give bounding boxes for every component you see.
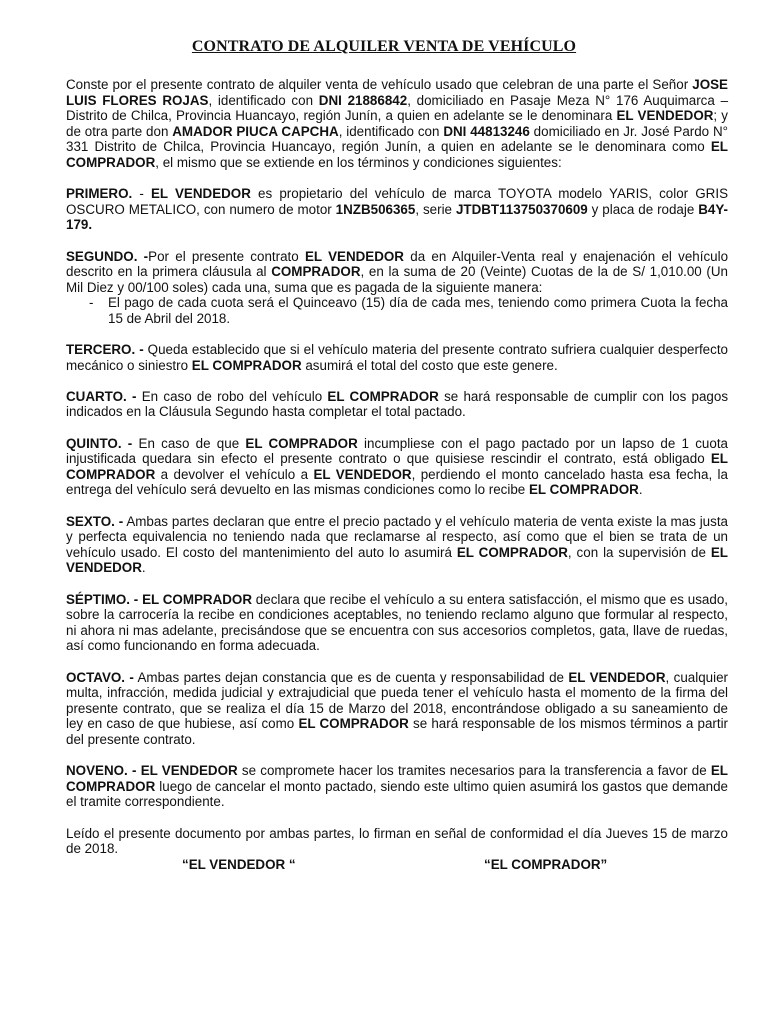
bullet-text: El pago de cada cuota será el Quinceavo (15) día de cada mes, teniendo como primera Cuota la fecha 15 de Abril del 2018. xyxy=(108,295,728,326)
seller-dni: DNI 21886842 xyxy=(318,92,408,108)
clause-text: y placa de rodaje xyxy=(587,201,699,217)
clause-text: Ambas partes dejan constancia que es de cuenta y responsabilidad de xyxy=(133,669,569,685)
closing-paragraph: Leído el presente documento por ambas partes, lo firman en señal de conformidad el día Jueves 15 de marzo de 2018. xyxy=(66,825,728,857)
seller-role: EL VENDEDOR xyxy=(616,108,714,124)
clause-text: , en la suma de 20 (Veinte) Cuotas de la de S/ 1,010.00 (Un Mil Diez y 00/100 soles) cada una, suma que es pagada de la siguiente manera: xyxy=(66,264,729,295)
clause-text: . xyxy=(141,560,146,576)
intro-text: domiciliado en Jr. José Pardo N° 331 Distrito de Chilca, Provincia Huancayo, región Junín, a quien en adelante se le denominara como xyxy=(66,123,729,155)
payment-bullet xyxy=(66,295,728,326)
bullet-dash: - xyxy=(89,295,94,311)
plate-number: B4Y-179. xyxy=(66,201,729,233)
buyer-name: AMADOR PIUCA CAPCHA xyxy=(172,123,339,139)
clause-text: - xyxy=(132,186,151,202)
clause-sexto xyxy=(66,514,728,576)
clause-text: se hará responsable de los mismos términos a partir del presente contrato. xyxy=(66,716,729,747)
intro-text: Conste por el presente contrato de alquiler venta de vehículo usado que celebran de una parte el Señor xyxy=(66,77,693,92)
buyer-dni: DNI 44813246 xyxy=(443,123,530,139)
clause-text: , cualquier multa, infracción, medida judicial y extrajudicial que pueda tener el vehículo hasta el momento de la firma del presente contrato, que se realiza el día 15 de Marzo del 2018, encontrándose obligado a su saneamiento de ley en caso de que hubiese, así como xyxy=(66,669,728,732)
bold-term: EL VENDEDOR xyxy=(568,669,666,685)
bold-term: EL VENDEDOR xyxy=(66,544,728,576)
clause-septimo xyxy=(66,592,728,654)
bold-term: EL VENDEDOR xyxy=(313,466,412,482)
clause-text: , perdiendo el monto cancelado hasta esa fecha, la entrega del vehículo será devuelto en las mismas condiciones como lo recibe xyxy=(66,466,728,498)
clause-text: a devolver el vehículo a xyxy=(155,466,314,482)
bold-term: EL VENDEDOR xyxy=(304,248,404,264)
clause-heading: NOVENO. - xyxy=(66,763,137,779)
clause-text: asumirá el total del costo que este genere. xyxy=(301,357,558,373)
clause-heading: TERCERO. - xyxy=(66,342,144,358)
bold-term: EL COMPRADOR xyxy=(191,357,302,373)
bold-term: EL VENDEDOR xyxy=(140,763,238,779)
clause-octavo xyxy=(66,670,728,748)
clause-cuarto xyxy=(66,389,728,420)
bold-term: EL COMPRADOR xyxy=(66,451,728,482)
buyer-signature-label: “EL COMPRADOR” xyxy=(484,856,608,872)
bold-term: EL COMPRADOR xyxy=(298,716,409,732)
clause-text: es propietario del vehículo de marca TOYOTA modelo YARIS, color GRIS OSCURO METALICO, con numero de motor xyxy=(66,186,728,217)
clause-text: En caso de robo del vehículo xyxy=(136,388,328,404)
clause-text: , con la supervisión de xyxy=(567,544,711,560)
clause-heading: SÉPTIMO. - xyxy=(66,591,139,607)
clause-heading: QUINTO. - xyxy=(66,435,133,451)
clause-heading: PRIMERO. xyxy=(66,186,133,202)
clause-tercero xyxy=(66,342,728,373)
engine-number: 1NZB506365 xyxy=(335,201,416,217)
bold-term: EL COMPRADOR xyxy=(142,591,252,607)
clause-text: da en Alquiler-Venta real y enajenación el vehículo descrito en la primera cláusula al xyxy=(66,248,729,280)
bold-term: COMPRADOR xyxy=(271,264,361,280)
clause-text: Por el presente contrato xyxy=(148,248,305,264)
bold-term: EL COMPRADOR xyxy=(456,544,568,560)
bold-term: EL VENDEDOR xyxy=(150,186,251,202)
seller-name: JOSE LUIS FLORES ROJAS xyxy=(66,77,728,108)
seller-signature-label: “EL VENDEDOR “ xyxy=(182,856,296,872)
bold-term: EL COMPRADOR xyxy=(66,763,728,794)
buyer-role: EL COMPRADOR xyxy=(66,139,728,170)
clause-text: se hará responsable de cumplir con los pagos indicados en la Cláusula Segundo hasta completar el total pactado. xyxy=(66,388,729,420)
clause-text: declara que recibe el vehículo a su entera satisfacción, el mismo que es usado, sobre la carrocería la recibe en condiciones aceptables, no teniendo reclamo alguno que formular al respecto, ni ahora ni mas adelante, precisándose que se encuentra con sus accesorios completos, gata, llave de ruedas, así como funcionando en forma adecuada. xyxy=(66,591,728,654)
clause-text: Queda establecido que si el vehículo materia del presente contrato sufriera cualquier desperfecto mecánico o siniestro xyxy=(66,342,728,373)
clause-text: se compromete hacer los tramites necesarios para la transferencia a favor de xyxy=(237,763,711,779)
clause-primero xyxy=(66,186,728,233)
clause-heading: CUARTO. - xyxy=(66,388,137,404)
clause-text: , serie xyxy=(415,201,456,217)
document-body xyxy=(66,77,728,873)
clause-quinto xyxy=(66,436,728,498)
bold-term: EL COMPRADOR xyxy=(245,435,358,451)
clause-heading: SEGUNDO. - xyxy=(66,248,149,264)
intro-text: ; y de otra parte don xyxy=(66,108,728,139)
intro-text: , identificado con xyxy=(208,92,319,108)
intro-paragraph xyxy=(66,77,728,171)
bold-term: EL COMPRADOR xyxy=(327,388,439,404)
clause-text: En caso de que xyxy=(132,435,246,451)
intro-text: , el mismo que se extiende en los términos y condiciones siguientes: xyxy=(155,154,562,170)
serial-number: JTDBT113750370609 xyxy=(455,201,588,217)
clause-text: . xyxy=(638,482,643,498)
intro-text: , domiciliado en Pasaje Meza N° 176 Auquimarca – Distrito de Chilca, Provincia Huancayo, región Junín, a quien en adelante se le denominara xyxy=(66,92,729,124)
intro-text: , identificado con xyxy=(338,123,444,139)
clause-heading: SEXTO. - xyxy=(66,513,124,529)
bold-term: EL COMPRADOR xyxy=(528,482,639,498)
clause-text: Ambas partes declaran que entre el precio pactado y el vehículo materia de venta existe la mas justa y perfecta equivalencia no teniendo nada que reclamarse al respecto, así como que el bien se trata de un vehículo usado. El costo del mantenimiento del auto lo asumirá xyxy=(66,513,728,560)
clause-text: incumpliese con el pago pactado por un lapso de 1 cuota injustificada quedara sin efecto el presente contrato o que quisiese rescindir el contrato, está obligado xyxy=(66,435,728,467)
clause-text: luego de cancelar el monto pactado, siendo este ultimo quien asumirá los gastos que demande el tramite correspondiente. xyxy=(66,778,728,810)
signature-row xyxy=(66,857,728,873)
document-title: CONTRATO DE ALQUILER VENTA DE VEHÍCULO xyxy=(191,38,577,55)
clause-heading: OCTAVO. - xyxy=(66,669,134,685)
clause-segundo xyxy=(66,249,728,296)
clause-noveno xyxy=(66,763,728,810)
